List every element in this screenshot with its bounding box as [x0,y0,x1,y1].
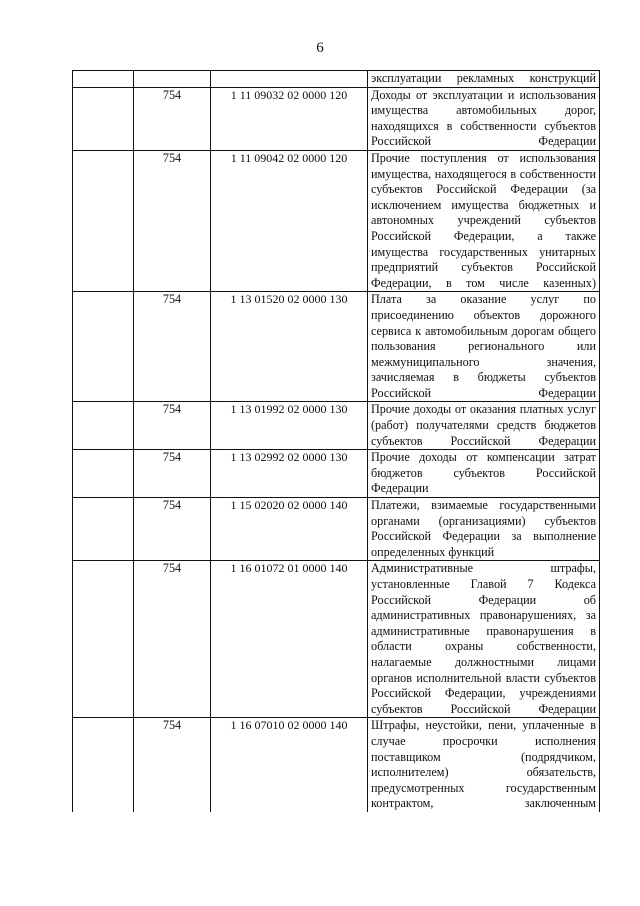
table-row-continuation [73,71,600,88]
table-row [73,498,600,561]
code-cell: 1 13 01520 02 0000 130 [211,292,368,402]
code-cell: 1 16 01072 01 0000 140 [211,561,368,718]
table-body [73,71,600,812]
code-cell: 1 15 02020 02 0000 140 [211,498,368,561]
description-cell: Прочие доходы от компенсации затрат бюджетов субъектов Российской Федерации [368,450,600,498]
code-cell: 1 11 09032 02 0000 120 [211,87,368,150]
blank-cell [73,292,134,402]
table-row [73,718,600,812]
blank-cell [73,87,134,150]
description-cell: Прочие поступления от использования имущества, находящегося в собственности субъектов Российской Федерации (за исключением имущества бюджетных и автономных учреждений субъектов Российской Федерации, а также имущества государственных унитарных предприятий субъектов Российской Федерации, в том числе казенных) [368,150,600,291]
admin-cell: 754 [134,450,211,498]
description-cell: Плата за оказание услуг по присоединению объектов дорожного сервиса к автомобильным дорогам общего пользования регионального или межмуниципального значения, зачисляемая в бюджеты субъектов Российской Федерации [368,292,600,402]
description-cell: Доходы от эксплуатации и использования имущества автомобильных дорог, находящихся в собственности субъектов Российской Федерации [368,87,600,150]
blank-cell [73,450,134,498]
description-cell: Платежи, взимаемые государственными органами (организациями) субъектов Российской Федерации за выполнение определенных функций [368,498,600,561]
budget-codes-table [72,70,600,812]
code-cell: 1 13 01992 02 0000 130 [211,402,368,450]
blank-cell [73,561,134,718]
blank-cell [73,402,134,450]
admin-cell: 754 [134,150,211,291]
admin-cell: 754 [134,87,211,150]
code-cell: 1 16 07010 02 0000 140 [211,718,368,812]
admin-cell: 754 [134,292,211,402]
admin-cell: 754 [134,402,211,450]
admin-cell: 754 [134,718,211,812]
code-cell [211,71,368,88]
code-cell: 1 11 09042 02 0000 120 [211,150,368,291]
blank-cell [73,150,134,291]
admin-cell [134,71,211,88]
blank-cell [73,498,134,561]
code-cell: 1 13 02992 02 0000 130 [211,450,368,498]
description-cell: эксплуатации рекламных конструкций [368,71,600,88]
description-cell: Штрафы, неустойки, пени, уплаченные в случае просрочки исполнения поставщиком (подрядчиком, исполнителем) обязательств, предусмотренных государственным контрактом, заключенным [368,718,600,812]
table-row [73,150,600,291]
description-cell: Прочие доходы от оказания платных услуг (работ) получателями средств бюджетов субъектов Российской Федерации [368,402,600,450]
table-row [73,450,600,498]
blank-cell [73,71,134,88]
blank-cell [73,718,134,812]
table-row [73,87,600,150]
admin-cell: 754 [134,498,211,561]
description-cell: Административные штрафы, установленные Главой 7 Кодекса Российской Федерации об административных правонарушениях, за административные правонарушения в области охраны собственности, налагаемые должностными лицами органов исполнительной власти субъектов Российской Федерации, учреждениями субъектов Российской Федерации [368,561,600,718]
table-row [73,402,600,450]
admin-cell: 754 [134,561,211,718]
table-row [73,561,600,718]
table-row [73,292,600,402]
page-number: 6 [316,40,324,56]
